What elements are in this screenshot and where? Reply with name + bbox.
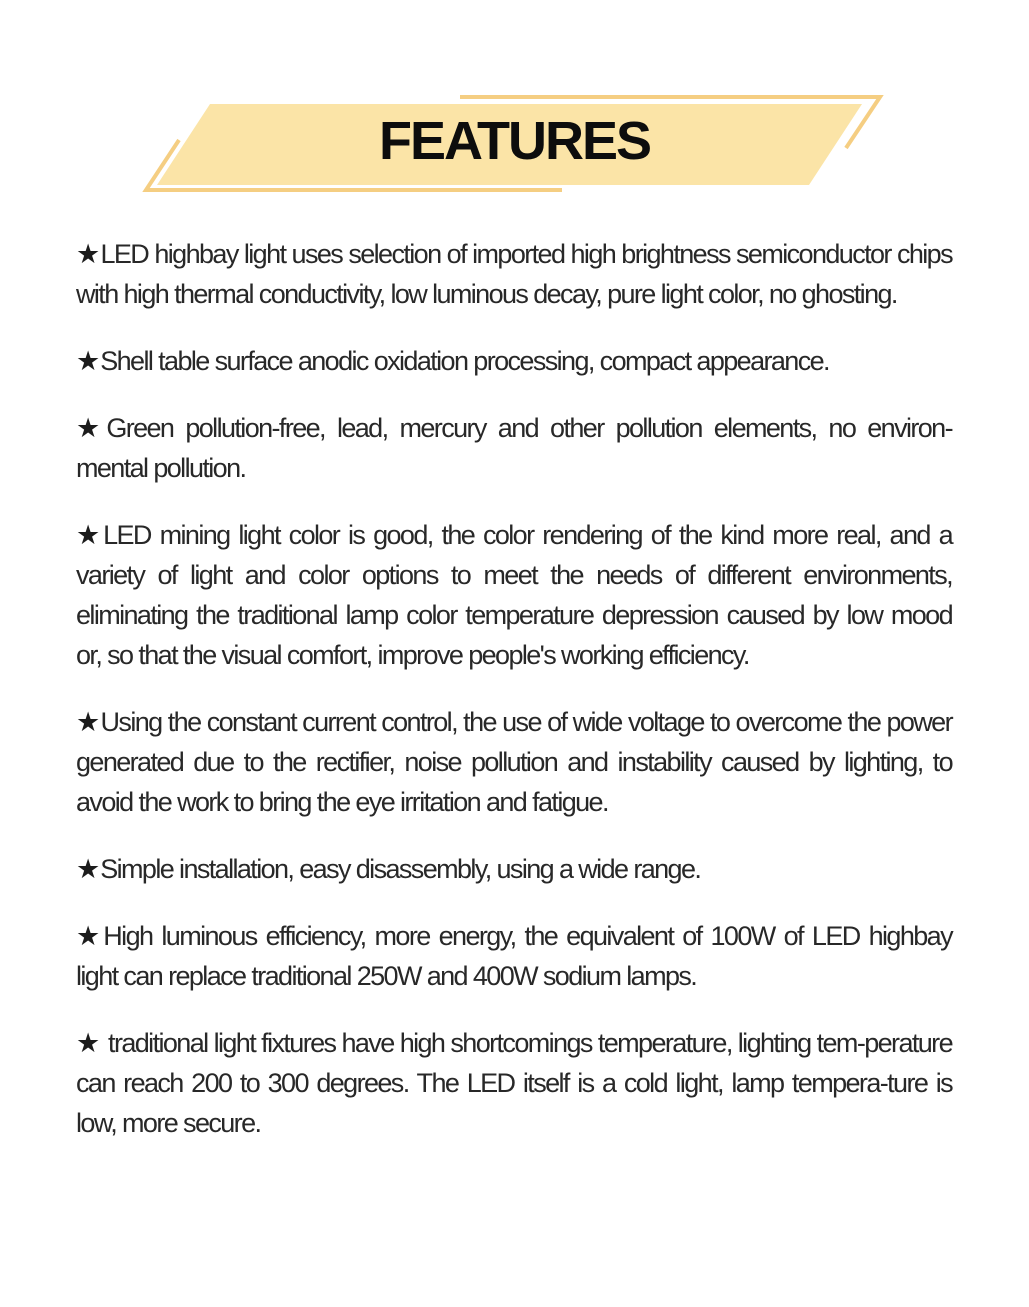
features-banner xyxy=(0,0,1029,212)
star-bullet-icon: ★ xyxy=(76,707,101,737)
feature-text: Simple installation, easy disassembly, using a wide range. xyxy=(100,854,701,884)
banner-parallelogram-graphic xyxy=(0,0,1029,212)
feature-item xyxy=(76,702,952,822)
feature-item xyxy=(76,1023,952,1143)
feature-item xyxy=(76,849,952,889)
feature-text: LED mining light color is good, the color rendering of the kind more real, and a variety of light and color options to meet the needs of different environments, eliminating the traditional lamp color temperature depression caused by low mood or, so that the visual comfort, improve people's working efficiency. xyxy=(76,520,952,670)
page-title: FEATURES xyxy=(378,111,650,171)
feature-item xyxy=(76,341,952,381)
feature-item xyxy=(76,234,952,314)
features-list xyxy=(0,212,1029,1143)
feature-item xyxy=(76,515,952,675)
feature-text: LED highbay light uses selection of imported high brightness semiconductor chips with high thermal conductivity, low luminous decay, pure light color, no ghosting. xyxy=(76,239,952,309)
star-bullet-icon: ★ xyxy=(76,239,101,269)
star-bullet-icon: ★ xyxy=(76,854,101,884)
feature-text: traditional light fixtures have high shortcomings temperature, lighting tem-perature can reach 200 to 300 degrees. The LED itself is a cold light, lamp tempera-ture is low, more secure. xyxy=(76,1028,952,1138)
star-bullet-icon: ★ xyxy=(76,921,104,951)
feature-text: Shell table surface anodic oxidation processing, compact appearance. xyxy=(100,346,829,376)
star-bullet-icon: ★ xyxy=(76,346,101,376)
feature-item xyxy=(76,916,952,996)
star-bullet-icon: ★ xyxy=(76,520,104,550)
feature-text: Using the constant current control, the use of wide voltage to overcome the power generated due to the rectifier, noise pollution and instability caused by lighting, to avoid the work to bring the eye irritation and fatigue. xyxy=(76,707,952,817)
feature-item xyxy=(76,408,952,488)
feature-text: Green pollution-free, lead, mercury and other pollution elements, no environ-mental pollution. xyxy=(76,413,952,483)
star-bullet-icon: ★ xyxy=(76,413,107,443)
star-bullet-icon: ★ xyxy=(76,1028,109,1058)
feature-text: High luminous efficiency, more energy, the equivalent of 100W of LED highbay light can replace traditional 250W and 400W sodium lamps. xyxy=(76,921,952,991)
